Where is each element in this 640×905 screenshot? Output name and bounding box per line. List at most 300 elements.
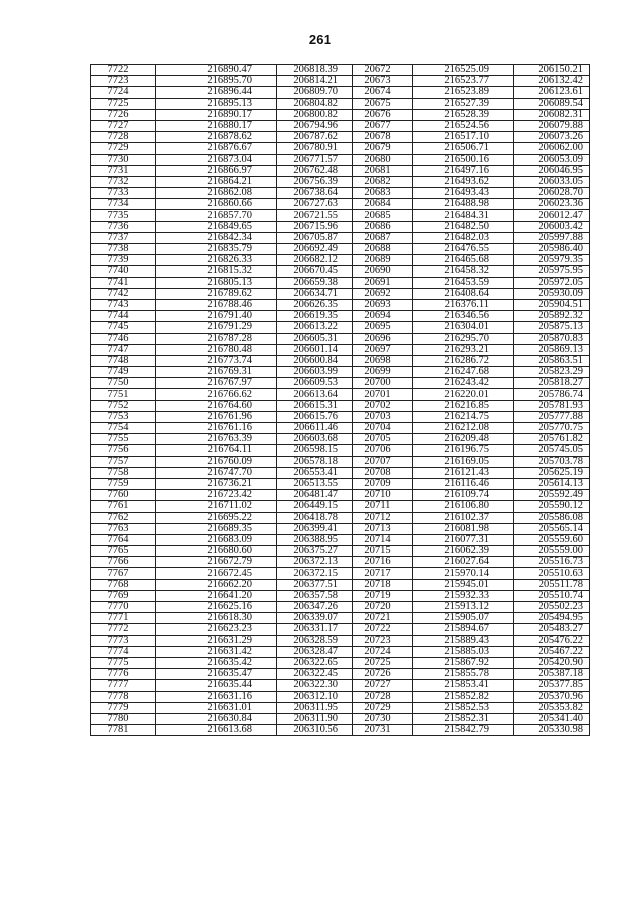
y-coordinate-left-cell: 206771.57 [277,154,353,165]
y-coordinate-left-cell: 206613.64 [277,389,353,400]
point-id-left-cell: 7751 [91,389,156,400]
point-id-left-cell: 7740 [91,266,156,277]
table-row [91,680,590,691]
table-row [91,232,590,243]
point-id-left-cell: 7759 [91,478,156,489]
point-id-right-cell: 20729 [353,702,413,713]
x-coordinate-right-cell: 216525.09 [413,65,514,76]
table-row [91,725,590,736]
point-id-right-cell: 20680 [353,154,413,165]
x-coordinate-left-cell: 216711.02 [156,501,277,512]
table-row [91,367,590,378]
point-id-left-cell: 7745 [91,322,156,333]
point-id-left-cell: 7762 [91,512,156,523]
y-coordinate-left-cell: 206780.91 [277,143,353,154]
table-row [91,98,590,109]
table-row [91,389,590,400]
y-coordinate-right-cell: 206132.42 [514,76,590,87]
point-id-left-cell: 7768 [91,579,156,590]
x-coordinate-right-cell: 216220.01 [413,389,514,400]
y-coordinate-right-cell: 205502.23 [514,602,590,613]
coordinates-table-body [91,65,590,736]
y-coordinate-left-cell: 206312.10 [277,691,353,702]
x-coordinate-left-cell: 216787.28 [156,333,277,344]
x-coordinate-left-cell: 216880.17 [156,120,277,131]
x-coordinate-left-cell: 216890.47 [156,65,277,76]
y-coordinate-left-cell: 206311.90 [277,713,353,724]
x-coordinate-left-cell: 216618.30 [156,613,277,624]
coordinates-table [90,64,590,736]
x-coordinate-right-cell: 216497.16 [413,165,514,176]
table-row [91,76,590,87]
x-coordinate-left-cell: 216662.20 [156,579,277,590]
y-coordinate-left-cell: 206598.15 [277,445,353,456]
x-coordinate-right-cell: 216209.48 [413,434,514,445]
point-id-right-cell: 20696 [353,333,413,344]
point-id-right-cell: 20695 [353,322,413,333]
point-id-left-cell: 7763 [91,523,156,534]
table-row [91,188,590,199]
x-coordinate-left-cell: 216625.16 [156,602,277,613]
y-coordinate-right-cell: 206053.09 [514,154,590,165]
point-id-left-cell: 7749 [91,367,156,378]
x-coordinate-right-cell: 215970.14 [413,568,514,579]
y-coordinate-right-cell: 205565.14 [514,523,590,534]
point-id-right-cell: 20690 [353,266,413,277]
y-coordinate-left-cell: 206634.71 [277,288,353,299]
x-coordinate-left-cell: 216672.45 [156,568,277,579]
y-coordinate-left-cell: 206601.14 [277,344,353,355]
y-coordinate-right-cell: 205511.78 [514,579,590,590]
y-coordinate-left-cell: 206418.78 [277,512,353,523]
table-row [91,400,590,411]
point-id-left-cell: 7775 [91,657,156,668]
y-coordinate-right-cell: 205997.88 [514,232,590,243]
table-row [91,602,590,613]
x-coordinate-right-cell: 215932.33 [413,590,514,601]
x-coordinate-right-cell: 216453.59 [413,277,514,288]
x-coordinate-left-cell: 216791.40 [156,311,277,322]
point-id-right-cell: 20686 [353,221,413,232]
point-id-right-cell: 20702 [353,400,413,411]
y-coordinate-right-cell: 205745.05 [514,445,590,456]
point-id-left-cell: 7756 [91,445,156,456]
x-coordinate-right-cell: 216484.31 [413,210,514,221]
point-id-right-cell: 20707 [353,456,413,467]
y-coordinate-left-cell: 206611.46 [277,423,353,434]
x-coordinate-right-cell: 216286.72 [413,355,514,366]
y-coordinate-left-cell: 206328.59 [277,635,353,646]
x-coordinate-left-cell: 216767.97 [156,378,277,389]
y-coordinate-left-cell: 206578.18 [277,456,353,467]
y-coordinate-right-cell: 205341.40 [514,713,590,724]
point-id-left-cell: 7758 [91,467,156,478]
x-coordinate-right-cell: 216121.43 [413,467,514,478]
y-coordinate-left-cell: 206553.41 [277,467,353,478]
x-coordinate-left-cell: 216860.66 [156,199,277,210]
x-coordinate-right-cell: 216102.37 [413,512,514,523]
x-coordinate-left-cell: 216764.11 [156,445,277,456]
x-coordinate-right-cell: 216493.43 [413,188,514,199]
x-coordinate-right-cell: 216524.56 [413,120,514,131]
y-coordinate-right-cell: 205476.22 [514,635,590,646]
point-id-right-cell: 20689 [353,255,413,266]
table-row [91,299,590,310]
y-coordinate-right-cell: 206079.88 [514,120,590,131]
y-coordinate-left-cell: 206449.15 [277,501,353,512]
x-coordinate-left-cell: 216723.42 [156,490,277,501]
x-coordinate-right-cell: 216081.98 [413,523,514,534]
point-id-left-cell: 7780 [91,713,156,724]
x-coordinate-left-cell: 216631.29 [156,635,277,646]
table-row [91,478,590,489]
y-coordinate-left-cell: 206814.21 [277,76,353,87]
y-coordinate-left-cell: 206615.31 [277,400,353,411]
point-id-right-cell: 20717 [353,568,413,579]
table-row [91,244,590,255]
y-coordinate-right-cell: 205875.13 [514,322,590,333]
x-coordinate-right-cell: 216523.89 [413,87,514,98]
table-row [91,210,590,221]
y-coordinate-right-cell: 206082.31 [514,109,590,120]
x-coordinate-left-cell: 216764.60 [156,400,277,411]
x-coordinate-left-cell: 216747.70 [156,467,277,478]
x-coordinate-left-cell: 216773.74 [156,355,277,366]
y-coordinate-right-cell: 205559.60 [514,534,590,545]
table-row [91,311,590,322]
y-coordinate-right-cell: 206023.36 [514,199,590,210]
x-coordinate-left-cell: 216864.21 [156,176,277,187]
y-coordinate-left-cell: 206322.30 [277,680,353,691]
table-row [91,501,590,512]
x-coordinate-left-cell: 216866.97 [156,165,277,176]
point-id-right-cell: 20718 [353,579,413,590]
x-coordinate-right-cell: 216506.71 [413,143,514,154]
y-coordinate-right-cell: 205353.82 [514,702,590,713]
y-coordinate-left-cell: 206609.53 [277,378,353,389]
point-id-right-cell: 20713 [353,523,413,534]
table-row [91,165,590,176]
x-coordinate-right-cell: 216482.50 [413,221,514,232]
table-row [91,221,590,232]
point-id-left-cell: 7736 [91,221,156,232]
x-coordinate-right-cell: 215945.01 [413,579,514,590]
x-coordinate-left-cell: 216672.79 [156,557,277,568]
y-coordinate-left-cell: 206762.48 [277,165,353,176]
x-coordinate-left-cell: 216878.62 [156,132,277,143]
point-id-right-cell: 20701 [353,389,413,400]
y-coordinate-left-cell: 206613.22 [277,322,353,333]
x-coordinate-right-cell: 216493.62 [413,176,514,187]
x-coordinate-left-cell: 216613.68 [156,725,277,736]
y-coordinate-right-cell: 205979.35 [514,255,590,266]
y-coordinate-left-cell: 206322.45 [277,669,353,680]
y-coordinate-left-cell: 206727.63 [277,199,353,210]
y-coordinate-left-cell: 206513.55 [277,478,353,489]
y-coordinate-left-cell: 206600.84 [277,355,353,366]
point-id-left-cell: 7726 [91,109,156,120]
point-id-right-cell: 20706 [353,445,413,456]
table-row [91,344,590,355]
point-id-left-cell: 7774 [91,646,156,657]
y-coordinate-left-cell: 206794.96 [277,120,353,131]
point-id-right-cell: 20677 [353,120,413,131]
y-coordinate-right-cell: 205777.88 [514,411,590,422]
point-id-left-cell: 7755 [91,434,156,445]
table-row [91,199,590,210]
x-coordinate-left-cell: 216835.79 [156,244,277,255]
point-id-left-cell: 7766 [91,557,156,568]
point-id-right-cell: 20715 [353,546,413,557]
point-id-right-cell: 20727 [353,680,413,691]
y-coordinate-right-cell: 205870.83 [514,333,590,344]
y-coordinate-right-cell: 205761.82 [514,434,590,445]
table-row [91,277,590,288]
y-coordinate-left-cell: 206603.99 [277,367,353,378]
y-coordinate-right-cell: 205377.85 [514,680,590,691]
y-coordinate-right-cell: 205387.18 [514,669,590,680]
x-coordinate-left-cell: 216763.39 [156,434,277,445]
x-coordinate-left-cell: 216895.13 [156,98,277,109]
y-coordinate-right-cell: 206062.00 [514,143,590,154]
x-coordinate-right-cell: 215889.43 [413,635,514,646]
point-id-right-cell: 20681 [353,165,413,176]
x-coordinate-right-cell: 215905.07 [413,613,514,624]
x-coordinate-right-cell: 215853.41 [413,680,514,691]
point-id-left-cell: 7757 [91,456,156,467]
x-coordinate-left-cell: 216635.47 [156,669,277,680]
point-id-left-cell: 7734 [91,199,156,210]
x-coordinate-right-cell: 216214.75 [413,411,514,422]
point-id-right-cell: 20710 [353,490,413,501]
point-id-right-cell: 20676 [353,109,413,120]
y-coordinate-right-cell: 205370.96 [514,691,590,702]
x-coordinate-left-cell: 216683.09 [156,534,277,545]
x-coordinate-left-cell: 216805.13 [156,277,277,288]
y-coordinate-left-cell: 206804.82 [277,98,353,109]
x-coordinate-left-cell: 216631.01 [156,702,277,713]
table-row [91,713,590,724]
y-coordinate-left-cell: 206605.31 [277,333,353,344]
point-id-right-cell: 20688 [353,244,413,255]
table-row [91,423,590,434]
x-coordinate-right-cell: 216077.31 [413,534,514,545]
table-row [91,534,590,545]
point-id-left-cell: 7730 [91,154,156,165]
x-coordinate-right-cell: 216527.39 [413,98,514,109]
x-coordinate-left-cell: 216890.17 [156,109,277,120]
point-id-left-cell: 7733 [91,188,156,199]
y-coordinate-left-cell: 206682.12 [277,255,353,266]
y-coordinate-left-cell: 206310.56 [277,725,353,736]
point-id-left-cell: 7725 [91,98,156,109]
point-id-left-cell: 7765 [91,546,156,557]
x-coordinate-left-cell: 216635.42 [156,657,277,668]
point-id-left-cell: 7772 [91,624,156,635]
x-coordinate-right-cell: 215852.31 [413,713,514,724]
x-coordinate-left-cell: 216788.46 [156,299,277,310]
y-coordinate-right-cell: 205330.98 [514,725,590,736]
point-id-right-cell: 20705 [353,434,413,445]
point-id-right-cell: 20683 [353,188,413,199]
point-id-right-cell: 20708 [353,467,413,478]
x-coordinate-right-cell: 216523.77 [413,76,514,87]
x-coordinate-right-cell: 216465.68 [413,255,514,266]
x-coordinate-right-cell: 216304.01 [413,322,514,333]
x-coordinate-left-cell: 216761.16 [156,423,277,434]
x-coordinate-right-cell: 216027.64 [413,557,514,568]
point-id-left-cell: 7779 [91,702,156,713]
y-coordinate-left-cell: 206619.35 [277,311,353,322]
x-coordinate-left-cell: 216680.60 [156,546,277,557]
x-coordinate-right-cell: 216488.98 [413,199,514,210]
table-row [91,646,590,657]
y-coordinate-right-cell: 205986.40 [514,244,590,255]
x-coordinate-right-cell: 216482.03 [413,232,514,243]
y-coordinate-left-cell: 206787.62 [277,132,353,143]
y-coordinate-left-cell: 206347.26 [277,602,353,613]
table-row [91,176,590,187]
point-id-left-cell: 7735 [91,210,156,221]
x-coordinate-left-cell: 216689.35 [156,523,277,534]
table-row [91,635,590,646]
y-coordinate-right-cell: 205823.29 [514,367,590,378]
table-row [91,266,590,277]
x-coordinate-left-cell: 216761.96 [156,411,277,422]
point-id-left-cell: 7750 [91,378,156,389]
y-coordinate-right-cell: 206028.70 [514,188,590,199]
y-coordinate-right-cell: 205483.27 [514,624,590,635]
point-id-right-cell: 20721 [353,613,413,624]
y-coordinate-right-cell: 206046.95 [514,165,590,176]
y-coordinate-right-cell: 205467.22 [514,646,590,657]
table-row [91,288,590,299]
point-id-left-cell: 7747 [91,344,156,355]
point-id-left-cell: 7748 [91,355,156,366]
point-id-left-cell: 7729 [91,143,156,154]
point-id-left-cell: 7739 [91,255,156,266]
point-id-left-cell: 7760 [91,490,156,501]
point-id-left-cell: 7741 [91,277,156,288]
y-coordinate-left-cell: 206800.82 [277,109,353,120]
y-coordinate-right-cell: 205930.09 [514,288,590,299]
table-row [91,120,590,131]
point-id-left-cell: 7752 [91,400,156,411]
table-row [91,702,590,713]
y-coordinate-right-cell: 205892.32 [514,311,590,322]
y-coordinate-right-cell: 205586.08 [514,512,590,523]
point-id-left-cell: 7754 [91,423,156,434]
x-coordinate-right-cell: 216116.46 [413,478,514,489]
table-row [91,546,590,557]
point-id-right-cell: 20723 [353,635,413,646]
x-coordinate-left-cell: 216760.09 [156,456,277,467]
x-coordinate-right-cell: 216243.42 [413,378,514,389]
point-id-left-cell: 7742 [91,288,156,299]
y-coordinate-right-cell: 205972.05 [514,277,590,288]
y-coordinate-right-cell: 206150.21 [514,65,590,76]
point-id-right-cell: 20730 [353,713,413,724]
y-coordinate-left-cell: 206377.51 [277,579,353,590]
point-id-right-cell: 20724 [353,646,413,657]
x-coordinate-left-cell: 216791.29 [156,322,277,333]
x-coordinate-right-cell: 216517.10 [413,132,514,143]
x-coordinate-right-cell: 215867.92 [413,657,514,668]
point-id-right-cell: 20726 [353,669,413,680]
table-row [91,333,590,344]
y-coordinate-right-cell: 206073.26 [514,132,590,143]
x-coordinate-right-cell: 216295.70 [413,333,514,344]
y-coordinate-left-cell: 206721.55 [277,210,353,221]
point-id-right-cell: 20675 [353,98,413,109]
y-coordinate-left-cell: 206756.39 [277,176,353,187]
x-coordinate-left-cell: 216895.70 [156,76,277,87]
y-coordinate-right-cell: 205420.90 [514,657,590,668]
point-id-right-cell: 20697 [353,344,413,355]
point-id-left-cell: 7778 [91,691,156,702]
point-id-left-cell: 7722 [91,65,156,76]
x-coordinate-right-cell: 216247.68 [413,367,514,378]
point-id-right-cell: 20674 [353,87,413,98]
table-row [91,434,590,445]
point-id-right-cell: 20679 [353,143,413,154]
table-row [91,568,590,579]
y-coordinate-left-cell: 206388.95 [277,534,353,545]
point-id-left-cell: 7727 [91,120,156,131]
point-id-left-cell: 7723 [91,76,156,87]
point-id-left-cell: 7781 [91,725,156,736]
point-id-left-cell: 7743 [91,299,156,310]
point-id-left-cell: 7767 [91,568,156,579]
y-coordinate-right-cell: 205625.19 [514,467,590,478]
table-row [91,87,590,98]
point-id-left-cell: 7724 [91,87,156,98]
y-coordinate-right-cell: 206033.05 [514,176,590,187]
table-row [91,322,590,333]
point-id-right-cell: 20711 [353,501,413,512]
table-row [91,590,590,601]
point-id-right-cell: 20682 [353,176,413,187]
point-id-right-cell: 20698 [353,355,413,366]
table-row [91,512,590,523]
x-coordinate-left-cell: 216780.48 [156,344,277,355]
y-coordinate-right-cell: 205559.00 [514,546,590,557]
point-id-left-cell: 7737 [91,232,156,243]
x-coordinate-left-cell: 216876.67 [156,143,277,154]
y-coordinate-left-cell: 206339.07 [277,613,353,624]
point-id-right-cell: 20720 [353,602,413,613]
point-id-left-cell: 7777 [91,680,156,691]
x-coordinate-right-cell: 216500.16 [413,154,514,165]
table-row [91,579,590,590]
x-coordinate-right-cell: 215852.53 [413,702,514,713]
y-coordinate-left-cell: 206818.39 [277,65,353,76]
y-coordinate-left-cell: 206705.87 [277,232,353,243]
point-id-left-cell: 7776 [91,669,156,680]
y-coordinate-right-cell: 205510.63 [514,568,590,579]
point-id-right-cell: 20719 [353,590,413,601]
x-coordinate-left-cell: 216826.33 [156,255,277,266]
point-id-right-cell: 20716 [353,557,413,568]
point-id-right-cell: 20687 [353,232,413,243]
y-coordinate-right-cell: 206123.61 [514,87,590,98]
y-coordinate-right-cell: 205904.51 [514,299,590,310]
y-coordinate-right-cell: 205494.95 [514,613,590,624]
table-row [91,613,590,624]
x-coordinate-right-cell: 216216.85 [413,400,514,411]
y-coordinate-right-cell: 205592.49 [514,490,590,501]
x-coordinate-right-cell: 215913.12 [413,602,514,613]
